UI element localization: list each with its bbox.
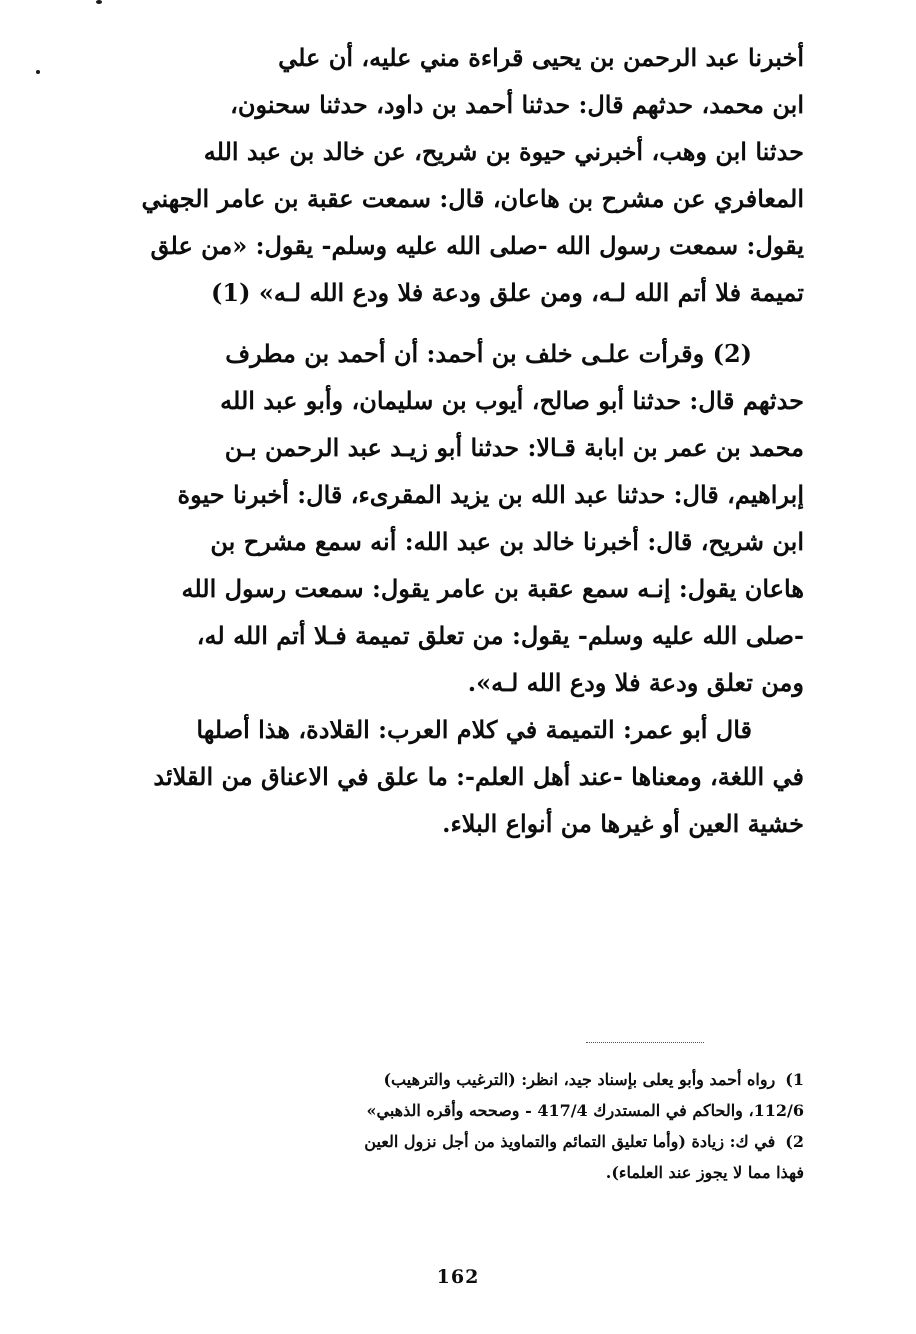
paragraph-line: أخبرنا عبد الرحمن بن يحيى قراءة مني عليه، أن علي	[278, 43, 804, 72]
footnotes	[114, 1064, 804, 1188]
paragraph-line: تميمة فلا أتم الله لـه، ومن علق ودعة فلا ودع الله لـه» (1)	[211, 278, 804, 307]
footnote-number: 2)	[785, 1132, 804, 1151]
paragraph-line: ابن شريح، قال: أخبرنا خالد بن عبد الله: أنه سمع مشرح بن	[210, 527, 804, 556]
page-number: 162	[436, 1266, 480, 1288]
footnote-divider	[586, 1042, 704, 1043]
paragraph-line: ابن محمد، حدثهم قال: حدثنا أحمد بن داود، حدثنا سحنون،	[230, 90, 804, 119]
paragraph-line: يقول: سمعت رسول الله -صلى الله عليه وسلم- يقول: «من علق	[150, 231, 804, 260]
paragraph-1	[124, 34, 804, 316]
paragraph-line: محمد بن عمر بن ابابة قـالا: حدثنا أبو زيـد عبد الرحمن بـن	[224, 433, 804, 462]
paragraph-line: خشية العين أو غيرها من أنواع البلاء.	[442, 809, 804, 838]
paragraph-line: قال أبو عمر: التميمة في كلام العرب: القلادة، هذا أصلها	[196, 715, 752, 744]
paragraph-line: المعافري عن مشرح بن هاعان، قال: سمعت عقبة بن عامر الجهني	[141, 184, 804, 213]
paragraph-line: حدثنا ابن وهب، أخبرني حيوة بن شريح، عن خالد بن عبد الله	[203, 137, 804, 166]
paragraph-line: إبراهيم، قال: حدثنا عبد الله بن يزيد المقرىء، قال: أخبرنا حيوة	[177, 480, 804, 509]
footnote-text: فهذا مما لا يجوز عند العلماء).	[605, 1163, 804, 1182]
scan-speck	[36, 70, 40, 74]
footnote-number: 1)	[785, 1070, 804, 1089]
paragraph-line: ومن تعلق ودعة فلا ودع الله لـه».	[467, 668, 804, 697]
paragraph-line: حدثهم قال: حدثنا أبو صالح، أيوب بن سليمان، وأبو عبد الله	[220, 386, 804, 415]
paragraph-line: -صلى الله عليه وسلم- يقول: من تعلق تميمة فـلا أتم الله له،	[196, 621, 804, 650]
scan-speck	[96, 0, 102, 4]
footnote-2	[114, 1126, 804, 1188]
paragraph-line: في اللغة، ومعناها -عند أهل العلم-: ما علق في الاعناق من القلائد	[153, 762, 804, 791]
paragraph-line: (2) وقرأت علـى خلف بن أحمد: أن أحمد بن مطرف	[225, 339, 752, 368]
paragraph-3	[124, 706, 804, 847]
footnote-text: رواه أحمد وأبو يعلى بإسناد جيد، انظر: (الترغيب والترهيب)	[383, 1070, 776, 1089]
footnote-1	[114, 1064, 804, 1126]
footnote-text: في ك: زيادة (وأما تعليق التمائم والتماويذ من أجل نزول العين	[364, 1132, 776, 1151]
paragraph-2	[124, 330, 804, 706]
paragraph-line: هاعان يقول: إنـه سمع عقبة بن عامر يقول: سمعت رسول الله	[181, 574, 804, 603]
footnote-text: 112/6، والحاكم في المستدرك 417/4 - وصححه وأقره الذهبي»	[366, 1101, 804, 1120]
